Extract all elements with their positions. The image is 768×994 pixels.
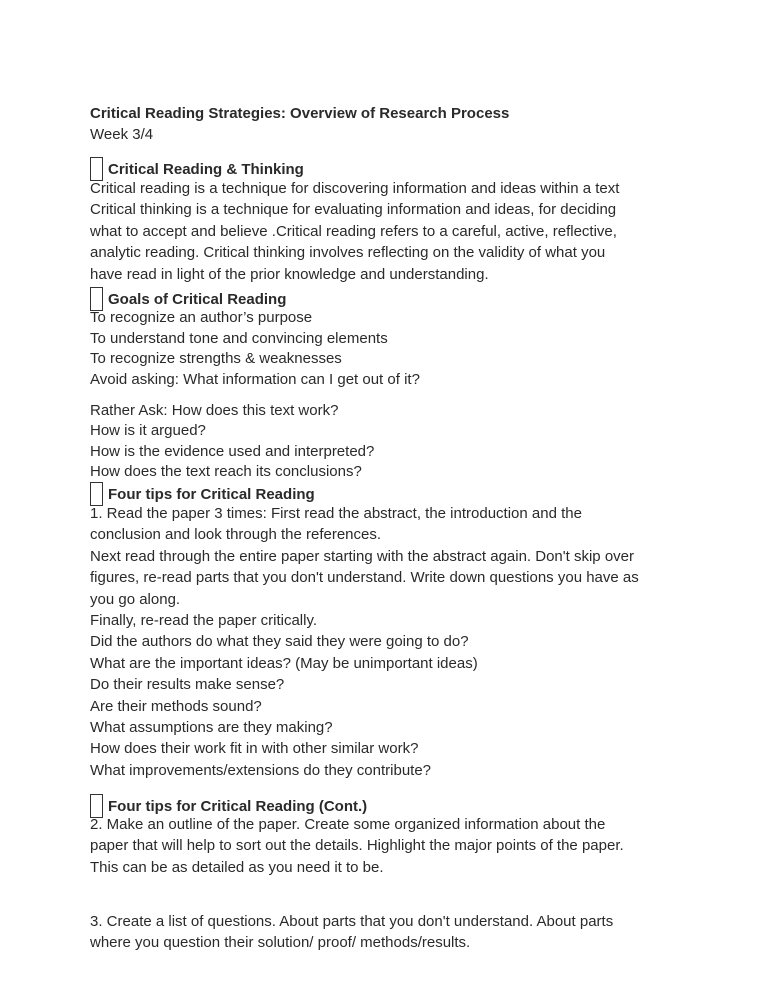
text-line: How is it argued? <box>90 422 206 440</box>
text-line: How does their work fit in with other similar work? <box>90 740 419 758</box>
text-line: Finally, re-read the paper critically. <box>90 611 318 629</box>
text-line: To recognize strengths & weaknesses <box>90 350 342 368</box>
text-line: What assumptions are they making? <box>90 718 333 736</box>
section-body <box>90 503 639 781</box>
section-body <box>90 401 374 483</box>
text-line: To recognize an author’s purpose <box>90 309 313 326</box>
text-line: Next read through the entire paper starting with the abstract again. Don't skip over <box>90 547 634 565</box>
document-header <box>90 103 509 146</box>
text-line: Are their methods sound? <box>90 697 262 715</box>
text-line: Rather Ask: How does this text work? <box>90 402 339 419</box>
text-line: 1. Read the paper 3 times: First read the abstract, the introduction and the <box>90 505 582 522</box>
section-body <box>90 178 619 285</box>
text-line: where you question their solution/ proof/ methods/results. <box>90 934 471 952</box>
text-line: This can be as detailed as you need it to be. <box>90 858 384 876</box>
section-body <box>90 814 624 878</box>
text-line: Critical thinking is a technique for evaluating information and ideas, for deciding <box>90 201 617 219</box>
text-line: 2. Make an outline of the paper. Create some organized information about the <box>90 816 606 833</box>
heading-text: Four tips for Critical Reading (Cont.) <box>108 797 368 815</box>
text-line: you go along. <box>90 590 181 608</box>
text-line: paper that will help to sort out the details. Highlight the major points of the paper. <box>90 837 624 855</box>
text-line: have read in light of the prior knowledge and understanding. <box>90 265 489 283</box>
text-line: Did the authors do what they said they were going to do? <box>90 633 469 651</box>
text-line: What improvements/extensions do they contribute? <box>90 761 432 779</box>
text-line: How is the evidence used and interpreted? <box>90 442 375 460</box>
heading-text: Goals of Critical Reading <box>108 290 287 308</box>
heading-text: Four tips for Critical Reading <box>108 485 315 503</box>
text-line: How does the text reach its conclusions? <box>90 463 362 481</box>
text-line: Avoid asking: What information can I get out of it? <box>90 370 420 388</box>
text-line: what to accept and believe .Critical reading refers to a careful, active, reflective, <box>90 222 617 240</box>
text-line: Critical reading is a technique for discovering information and ideas within a text <box>90 180 620 197</box>
section-body <box>90 911 613 954</box>
heading-text: Critical Reading & Thinking <box>108 160 304 178</box>
text-line: Do their results make sense? <box>90 676 285 694</box>
text-line: analytic reading. Critical thinking involves reflecting on the validity of what you <box>90 244 606 262</box>
week-label: Week 3/4 <box>90 126 154 144</box>
text-line: What are the important ideas? (May be unimportant ideas) <box>90 654 478 672</box>
text-line: To understand tone and convincing elements <box>90 329 388 347</box>
text-line: figures, re-read parts that you don't understand. Write down questions you have as <box>90 569 639 587</box>
document-title: Critical Reading Strategies: Overview of Research Process <box>90 105 510 122</box>
section-body <box>90 308 420 390</box>
text-line: 3. Create a list of questions. About parts that you don't understand. About parts <box>90 913 614 930</box>
text-line: conclusion and look through the references. <box>90 526 382 544</box>
